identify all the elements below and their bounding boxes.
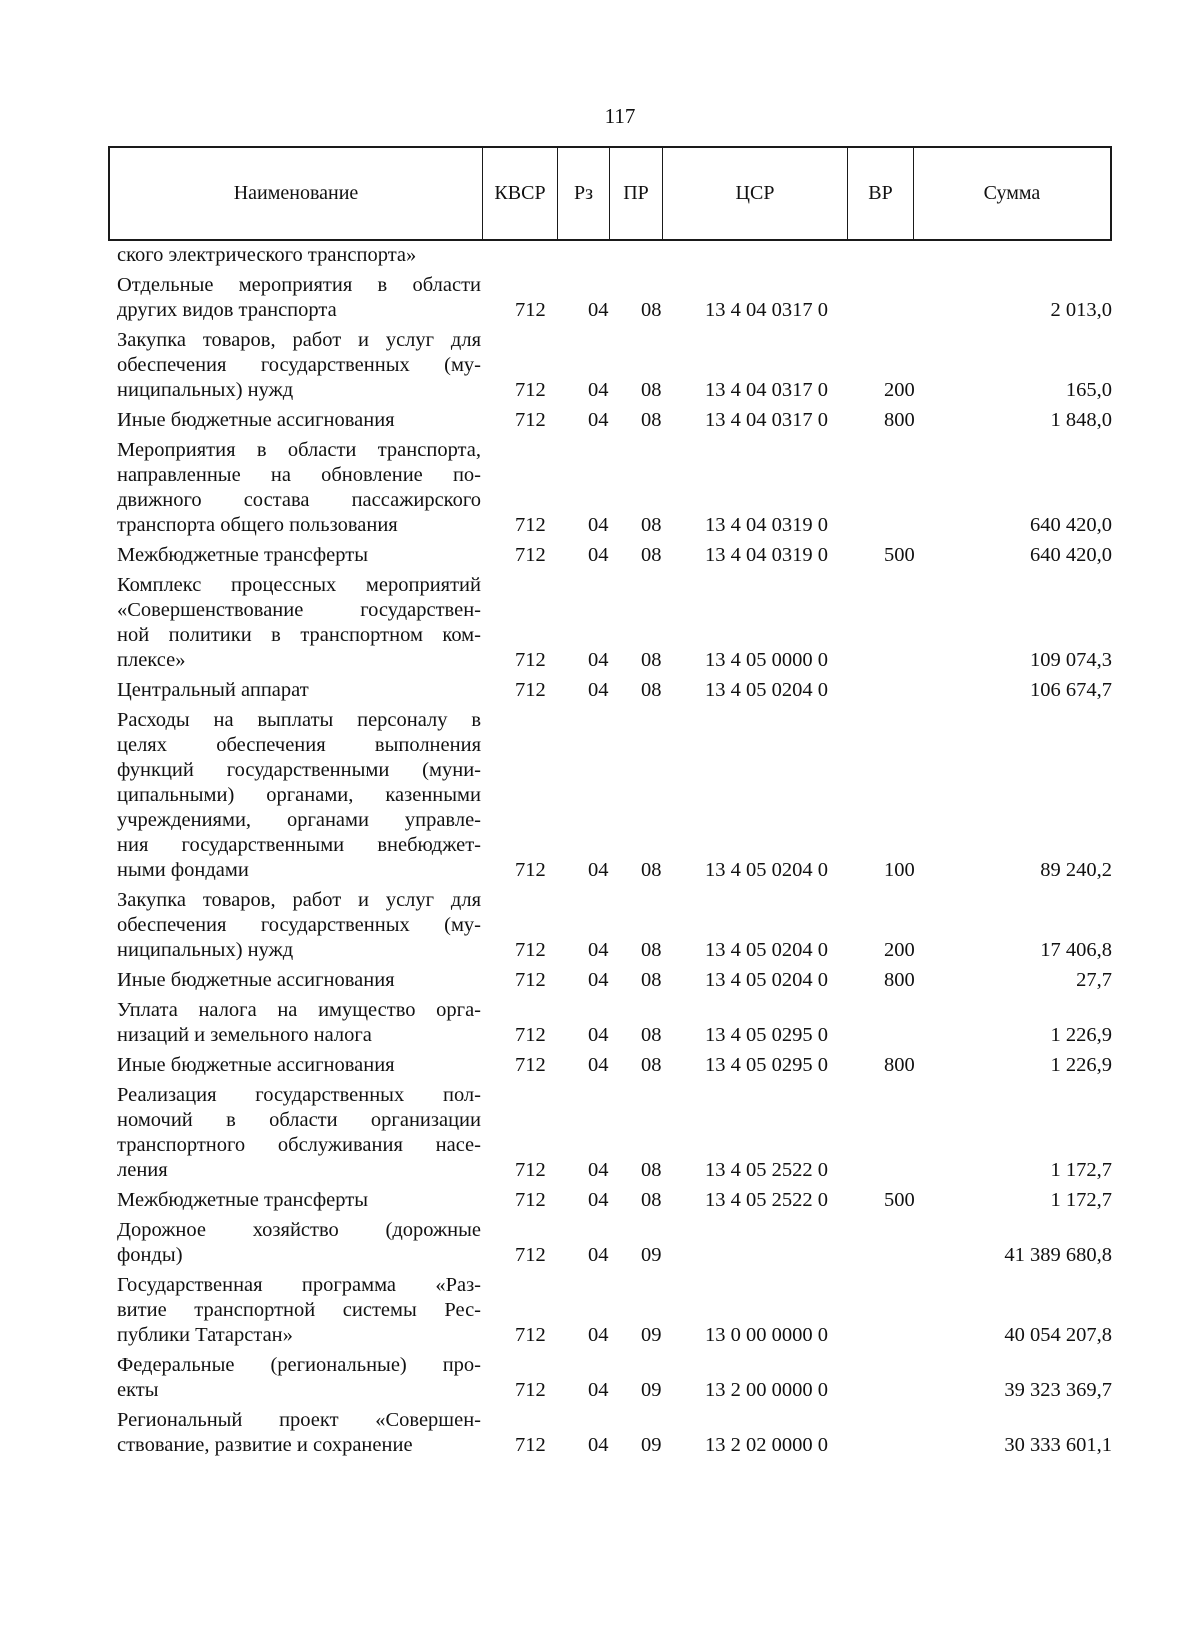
row-pr: 09 [641,1434,662,1456]
row-vr: 500 [884,544,915,566]
row-sum: 165,0 [1065,379,1112,401]
row-rz: 04 [588,1324,609,1346]
row-csr: 13 4 04 0317 0 [705,409,828,431]
row-kvsr: 712 [515,379,546,401]
row-name-line: направленные на обновление по- [117,464,481,486]
row-name [117,888,481,963]
row-name-line: екты [117,1379,159,1401]
header-name: Наименование [233,182,359,204]
row-sum: 1 172,7 [1050,1159,1112,1181]
row-name-line: ления [117,1159,168,1181]
row-csr: 13 4 05 0204 0 [705,859,828,881]
row-kvsr: 712 [515,409,546,431]
row-rz: 04 [588,939,609,961]
row-sum: 39 323 369,7 [1004,1379,1112,1401]
row-rz: 04 [588,649,609,671]
row-name-line: ниципальных) нужд [117,379,294,401]
table-row [0,408,1200,433]
row-rz: 04 [588,514,609,536]
row-pr: 08 [641,1024,662,1046]
row-pr: 08 [641,544,662,566]
row-kvsr: 712 [515,1024,546,1046]
table-row [0,678,1200,703]
row-kvsr: 712 [515,299,546,321]
row-rz: 04 [588,1189,609,1211]
row-sum: 40 054 207,8 [1004,1324,1112,1346]
row-name-line: Иные бюджетные ассигнования [117,409,395,431]
row-kvsr: 712 [515,514,546,536]
row-name [117,1218,481,1268]
row-kvsr: 712 [515,1159,546,1181]
row-sum: 27,7 [1076,969,1112,991]
row-vr: 500 [884,1189,915,1211]
table-row [0,438,1200,538]
row-name-line: ципальными) органами, казенными [117,784,481,806]
row-sum: 41 389 680,8 [1004,1244,1112,1266]
row-kvsr: 712 [515,544,546,566]
row-csr: 13 4 05 0295 0 [705,1054,828,1076]
row-kvsr: 712 [515,649,546,671]
row-name-line: других видов транспорта [117,299,337,321]
row-pr: 08 [641,1159,662,1181]
row-csr: 13 4 05 0295 0 [705,1024,828,1046]
row-kvsr: 712 [515,969,546,991]
row-name-line: номочий в области организации [117,1109,481,1131]
table-row [0,708,1200,883]
row-kvsr: 712 [515,939,546,961]
row-name-line: Дорожное хозяйство (дорожные [117,1219,481,1241]
row-kvsr: 712 [515,859,546,881]
row-csr: 13 0 00 0000 0 [705,1324,828,1346]
row-kvsr: 712 [515,1189,546,1211]
row-name-line: Региональный проект «Совершен- [117,1409,481,1431]
row-name-line: Центральный аппарат [117,679,309,701]
row-name-line: Иные бюджетные ассигнования [117,1054,395,1076]
row-name [117,678,481,703]
row-csr: 13 2 02 0000 0 [705,1434,828,1456]
table-row [0,1218,1200,1268]
row-rz: 04 [588,1054,609,1076]
row-name [117,573,481,673]
row-name-line: ния государственными внебюджет- [117,834,481,856]
row-name-line: низаций и земельного налога [117,1024,372,1046]
row-vr: 800 [884,409,915,431]
row-rz: 04 [588,1379,609,1401]
row-rz: 04 [588,1159,609,1181]
row-pr: 09 [641,1244,662,1266]
row-sum: 17 406,8 [1040,939,1112,961]
row-name-line: публики Татарстан» [117,1324,293,1346]
row-pr: 08 [641,514,662,536]
table-row [0,888,1200,963]
row-name-line: Межбюджетные трансферты [117,544,368,566]
row-rz: 04 [588,1434,609,1456]
row-name [117,438,481,538]
header-rz: Рз [557,148,609,239]
row-csr: 13 4 05 2522 0 [705,1189,828,1211]
page-number: 117 [604,104,636,128]
row-sum: 30 333 601,1 [1004,1434,1112,1456]
row-sum: 1 172,7 [1050,1189,1112,1211]
row-pr: 08 [641,969,662,991]
row-pr: 08 [641,1054,662,1076]
row-rz: 04 [588,1024,609,1046]
table-row [0,1083,1200,1183]
table-row [0,968,1200,993]
table-row [0,243,1200,268]
row-rz: 04 [588,969,609,991]
row-name-line: «Совершенствование государствен- [117,599,481,621]
row-rz: 04 [588,299,609,321]
row-name-line: транспорта общего пользования [117,514,398,536]
row-csr: 13 4 04 0317 0 [705,379,828,401]
header-csr: ЦСР [662,148,847,239]
row-name [117,1083,481,1183]
row-vr: 800 [884,1054,915,1076]
row-pr: 08 [641,1189,662,1211]
row-name [117,328,481,403]
row-pr: 08 [641,859,662,881]
row-csr: 13 4 04 0317 0 [705,299,828,321]
row-vr: 800 [884,969,915,991]
header-sum: Сумма [913,148,1110,239]
row-name-line: целях обеспечения выполнения [117,734,481,756]
row-name [117,998,481,1048]
row-name-line: ной политики в транспортном ком- [117,624,481,646]
row-name [117,1408,481,1458]
row-name-line: функций государственными (муни- [117,759,481,781]
row-name-line: обеспечения государственных (му- [117,914,481,936]
header-kvsr: КВСР [482,148,557,239]
row-pr: 09 [641,1324,662,1346]
row-name [117,273,481,323]
row-rz: 04 [588,409,609,431]
row-vr: 200 [884,379,915,401]
row-rz: 04 [588,679,609,701]
row-name [117,968,481,993]
row-sum: 1 848,0 [1050,409,1112,431]
row-kvsr: 712 [515,1244,546,1266]
row-pr: 09 [641,1379,662,1401]
row-name-line: транспортного обслуживания насе- [117,1134,481,1156]
row-name-line: Закупка товаров, работ и услуг для [117,329,481,351]
header-pr: ПР [609,148,662,239]
row-name-line: ными фондами [117,859,249,881]
row-name-line: Отдельные мероприятия в области [117,274,481,296]
row-name-line: Комплекс процессных мероприятий [117,574,481,596]
table-row [0,1273,1200,1348]
row-sum: 640 420,0 [1030,544,1112,566]
row-name-line: Иные бюджетные ассигнования [117,969,395,991]
row-name-line: ского электрического транспорта» [117,244,417,266]
row-name [117,1353,481,1403]
row-csr: 13 4 04 0319 0 [705,514,828,536]
row-pr: 08 [641,299,662,321]
row-pr: 08 [641,649,662,671]
row-csr: 13 4 04 0319 0 [705,544,828,566]
row-sum: 106 674,7 [1030,679,1112,701]
header-vr: ВР [847,148,913,239]
table-row [0,573,1200,673]
row-name-line: Уплата налога на имущество орга- [117,999,481,1021]
row-sum: 1 226,9 [1050,1024,1112,1046]
row-kvsr: 712 [515,1379,546,1401]
row-kvsr: 712 [515,1434,546,1456]
row-kvsr: 712 [515,679,546,701]
row-csr: 13 4 05 2522 0 [705,1159,828,1181]
row-csr: 13 4 05 0204 0 [705,679,828,701]
row-name [117,543,481,568]
row-name-line: Расходы на выплаты персоналу в [117,709,481,731]
row-sum: 1 226,9 [1050,1054,1112,1076]
row-csr: 13 4 05 0204 0 [705,969,828,991]
row-kvsr: 712 [515,1324,546,1346]
row-sum: 89 240,2 [1040,859,1112,881]
row-name [117,1053,481,1078]
row-csr: 13 4 05 0000 0 [705,649,828,671]
row-name [117,1188,481,1213]
row-kvsr: 712 [515,1054,546,1076]
row-name-line: обеспечения государственных (му- [117,354,481,376]
row-name-line: фонды) [117,1244,183,1266]
row-name-line: учреждениями, органами управле- [117,809,481,831]
row-name [117,708,481,883]
row-rz: 04 [588,544,609,566]
row-name-line: Федеральные (региональные) про- [117,1354,481,1376]
row-rz: 04 [588,379,609,401]
table-row [0,1053,1200,1078]
row-csr: 13 4 05 0204 0 [705,939,828,961]
table-row [0,1353,1200,1403]
row-name-line: Государственная программа «Раз- [117,1274,481,1296]
row-sum: 2 013,0 [1050,299,1112,321]
row-sum: 109 074,3 [1030,649,1112,671]
row-name-line: ствование, развитие и сохранение [117,1434,413,1456]
row-name-line: плексе» [117,649,186,671]
row-name [117,1273,481,1348]
table-row [0,1188,1200,1213]
row-name-line: Реализация государственных пол- [117,1084,481,1106]
table-row [0,543,1200,568]
table-row [0,1408,1200,1458]
row-pr: 08 [641,939,662,961]
row-pr: 08 [641,409,662,431]
row-name [117,408,481,433]
table-row [0,328,1200,403]
row-name-line: витие транспортной системы Рес- [117,1299,481,1321]
row-name-line: Закупка товаров, работ и услуг для [117,889,481,911]
row-vr: 200 [884,939,915,961]
row-pr: 08 [641,379,662,401]
table-row [0,998,1200,1048]
row-sum: 640 420,0 [1030,514,1112,536]
row-pr: 08 [641,679,662,701]
table-header [108,146,1112,241]
row-name-line: ниципальных) нужд [117,939,294,961]
row-name [117,243,481,268]
row-rz: 04 [588,1244,609,1266]
row-rz: 04 [588,859,609,881]
row-name-line: Межбюджетные трансферты [117,1189,368,1211]
row-csr: 13 2 00 0000 0 [705,1379,828,1401]
row-name-line: движного состава пассажирского [117,489,481,511]
row-name-line: Мероприятия в области транспорта, [117,439,481,461]
row-vr: 100 [884,859,915,881]
table-row [0,273,1200,323]
